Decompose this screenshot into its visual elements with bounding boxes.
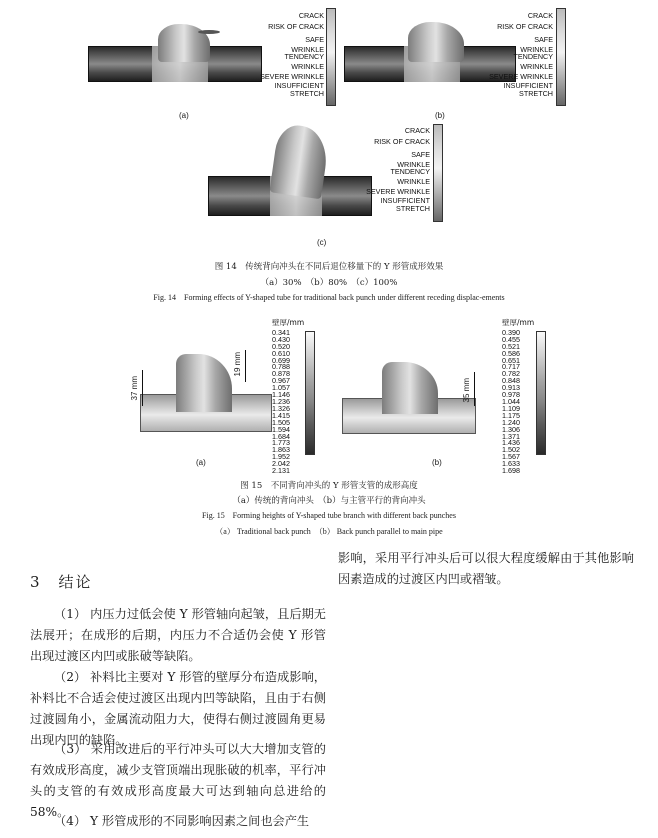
scale-value: 1.436 xyxy=(502,438,520,448)
fig15a-tube-image xyxy=(140,360,272,432)
fig14a-legend: CRACK RISK OF CRACK SAFE WRINKLE TENDENCY WRINKLE SEVERE WRINKLE INSUFFICIENT STRETCH xyxy=(260,11,324,98)
scale-value: 1.326 xyxy=(272,403,290,413)
conclusion-paragraph-4: （4） Y 形管成形的不同影响因素之间也会产生 xyxy=(54,814,310,828)
scale-value: 1.044 xyxy=(502,396,520,406)
fig15a-dim-line-right xyxy=(245,350,246,382)
fig15a-dim-19: 19 mm xyxy=(233,352,242,377)
scale-value: 0.699 xyxy=(272,355,290,365)
fig15-caption-cn: 图 15 不同背向冲头的 Y 形管支管的成形高度 xyxy=(240,481,418,491)
fig15b-scale-title: 壁厚/mm xyxy=(502,318,535,327)
fig14c-legend: CRACK RISK OF CRACK SAFE WRINKLE TENDENCY WRINKLE SEVERE WRINKLE INSUFFICIENT STRETCH xyxy=(366,126,430,213)
fig15a-scale-title: 壁厚/mm xyxy=(272,318,305,327)
scale-value: 1.594 xyxy=(272,424,290,434)
scale-value: 0.967 xyxy=(272,376,290,386)
fig15b-tube-image xyxy=(342,368,476,434)
fig15a-scale-values xyxy=(272,327,332,476)
scale-value: 1.146 xyxy=(272,390,290,400)
fig14a-label: (a) xyxy=(179,111,189,120)
fig15a-dim-37: 37 mm xyxy=(130,376,139,401)
scale-value: 1.952 xyxy=(272,452,290,462)
scale-value: 0.520 xyxy=(272,341,290,351)
scale-value: 1.567 xyxy=(502,452,520,462)
conclusion-paragraph-1: （1） 内压力过低会使 Y 形管轴向起皱，且后期无法展开；在成形的后期，内压力不合适仍会使 Y 形管出现过渡区内凹或胀破等缺陷。 xyxy=(30,607,326,663)
fig14b-color-bar xyxy=(556,8,566,106)
fig14-caption-en: Fig. 14 Forming effects of Y-shaped tube for traditional back punch under different receding displac-ements xyxy=(153,293,505,302)
fig15a-label: (a) xyxy=(196,458,206,467)
scale-value: 1.240 xyxy=(502,417,520,427)
fig14b-label: (b) xyxy=(435,111,445,120)
conclusion-paragraph-2: （2） 补料比主要对 Y 形管的壁厚分布造成影响，补料比不合适会使过渡区出现内凹等缺陷，且由于右侧过渡圆角小，金属流动阻力大，使得右侧过渡圆角更易出现内凹的缺陷。 xyxy=(30,670,326,747)
fig15-subcaption-cn: （a）传统的背向冲头 （b）与主管平行的背向冲头 xyxy=(232,496,426,506)
scale-value: 2.131 xyxy=(272,466,290,476)
scale-value: 1.863 xyxy=(272,445,290,455)
fig15a-color-bar xyxy=(305,331,315,455)
fig14a-tube-image xyxy=(88,26,262,82)
scale-value: 1.371 xyxy=(502,431,520,441)
scale-value: 1.057 xyxy=(272,383,290,393)
scale-value: 0.521 xyxy=(502,341,520,351)
scale-value: 1.415 xyxy=(272,410,290,420)
scale-value: 0.651 xyxy=(502,355,520,365)
scale-value: 0.586 xyxy=(502,348,520,358)
fig14c-color-bar xyxy=(433,124,443,222)
fig15a-dim-line-left xyxy=(142,370,143,406)
fig14b-legend: CRACK RISK OF CRACK SAFE WRINKLE TENDENCY WRINKLE SEVERE WRINKLE INSUFFICIENT STRETCH xyxy=(489,11,553,98)
fig15-subcaption-en: （a） Traditional back punch （b） Back punch parallel to main pipe xyxy=(215,527,443,536)
scale-value: 0.390 xyxy=(502,327,520,337)
scale-value: 0.455 xyxy=(502,334,520,344)
fig15a-thickness-scale xyxy=(272,320,332,475)
scale-value: 1.633 xyxy=(502,459,520,469)
scale-value: 0.878 xyxy=(272,369,290,379)
fig15b-dim-line xyxy=(474,372,475,406)
fig14a-color-bar xyxy=(326,8,336,106)
scale-value: 2.042 xyxy=(272,459,290,469)
scale-value: 0.788 xyxy=(272,362,290,372)
scale-value: 0.782 xyxy=(502,369,520,379)
conclusion-paragraph-3: （3） 采用改进后的平行冲头可以大大增加支管的有效成形高度，减少支管顶端出现胀破的机率，平行冲头的支管的有效成形高度最大可达到轴向总进给的 58%。 xyxy=(30,742,326,819)
fig15b-dim-35: 35 mm xyxy=(462,378,471,403)
scale-value: 0.913 xyxy=(502,383,520,393)
scale-value: 0.430 xyxy=(272,334,290,344)
fig15b-color-bar xyxy=(536,331,546,455)
scale-value: 1.175 xyxy=(502,410,520,420)
fig15b-label: (b) xyxy=(432,458,442,467)
scale-value: 1.773 xyxy=(272,438,290,448)
fig15b-scale-values xyxy=(502,327,562,476)
right-column-text: 影响，采用平行冲头后可以很大程度缓解由于其他影响因素造成的过渡区内凹或褶皱。 xyxy=(338,551,634,586)
scale-value: 1.698 xyxy=(502,466,520,476)
scale-value: 1.236 xyxy=(272,396,290,406)
fig14-caption-cn: 图 14 传统背向冲头在不同后退位移量下的 Y 形管成形效果 xyxy=(214,262,444,272)
scale-value: 0.717 xyxy=(502,362,520,372)
fig14c-label: (c) xyxy=(317,238,327,247)
scale-value: 1.684 xyxy=(272,431,290,441)
scale-value: 1.306 xyxy=(502,424,520,434)
fig15-caption-en: Fig. 15 Forming heights of Y-shaped tube branch with different back punches xyxy=(202,511,456,520)
scale-value: 1.109 xyxy=(502,403,520,413)
fig15b-thickness-scale xyxy=(502,320,562,475)
scale-value: 0.610 xyxy=(272,348,290,358)
scale-value: 1.502 xyxy=(502,445,520,455)
scale-value: 0.978 xyxy=(502,390,520,400)
fig14c-tube-image xyxy=(208,132,372,216)
section-title: 3 结论 xyxy=(30,573,93,591)
fig14-subcaption-cn: （a）30% （b）80% （c）100% xyxy=(260,278,398,288)
scale-value: 0.848 xyxy=(502,376,520,386)
scale-value: 0.341 xyxy=(272,327,290,337)
scale-value: 1.505 xyxy=(272,417,290,427)
